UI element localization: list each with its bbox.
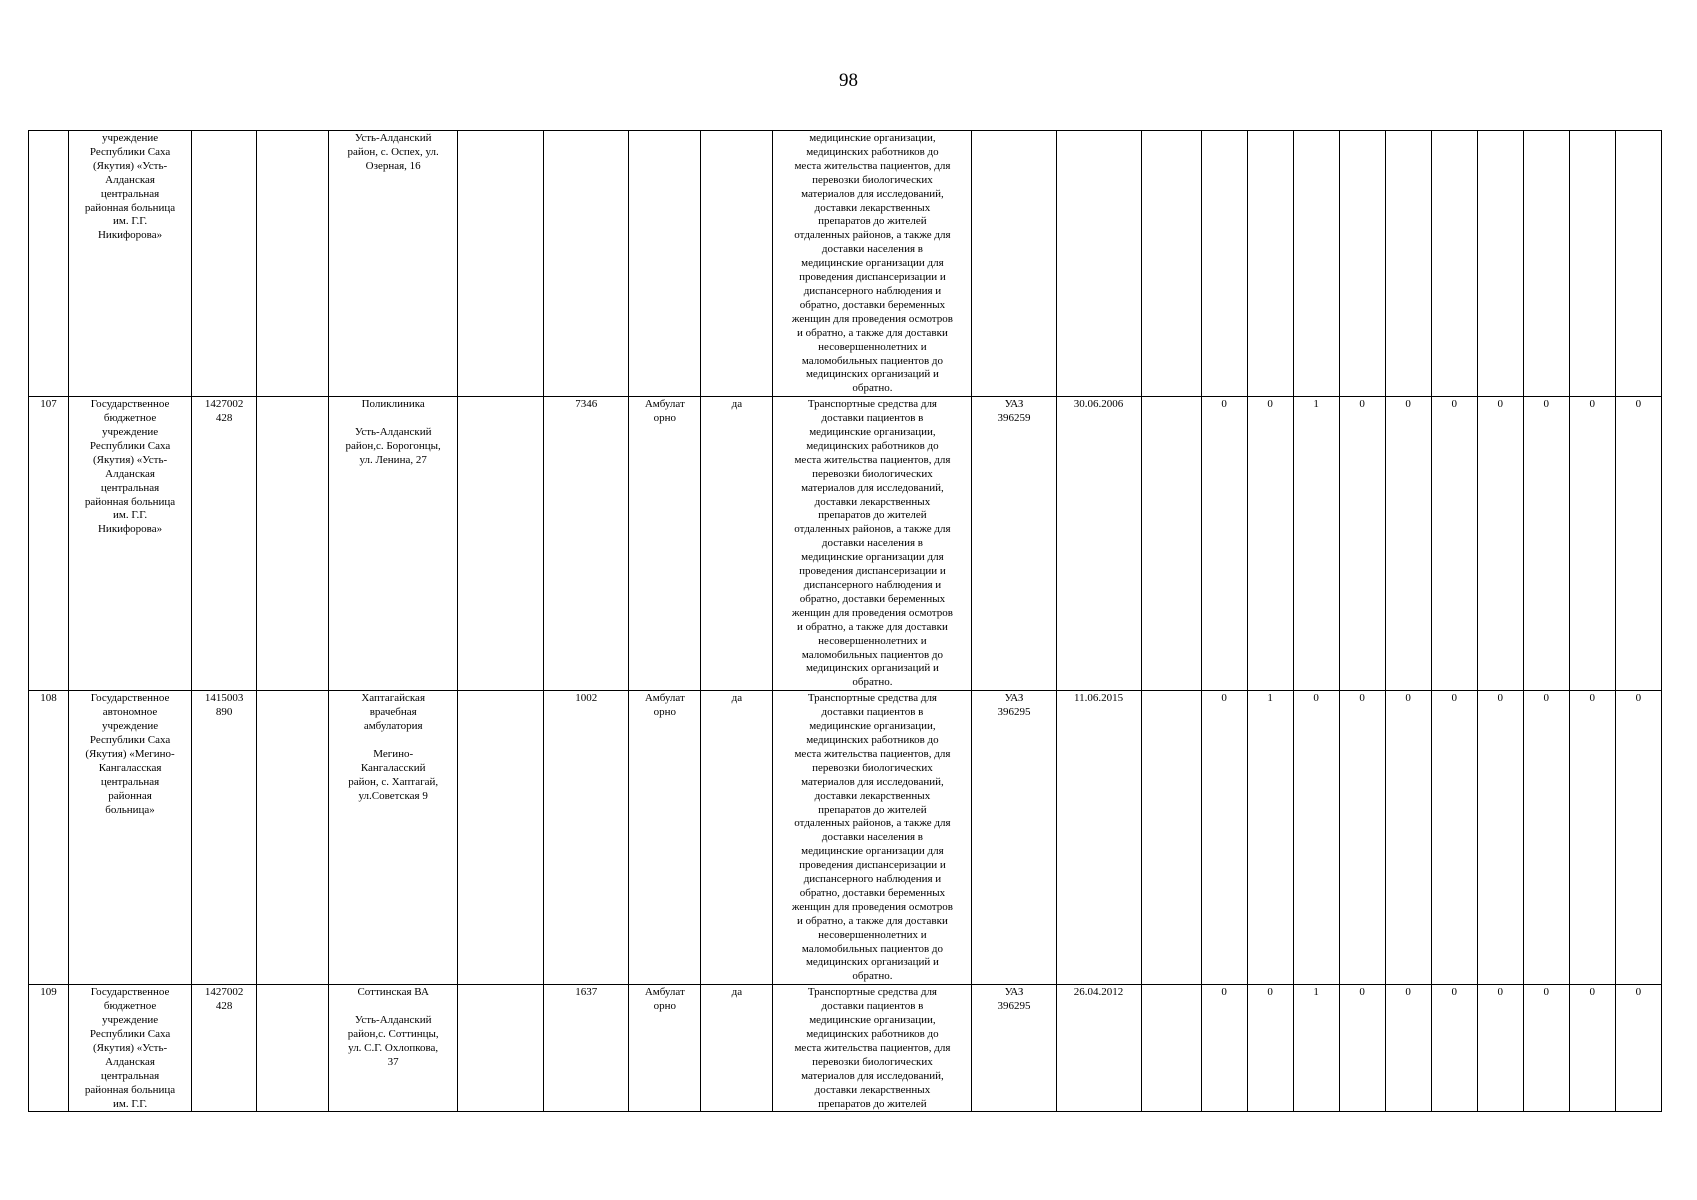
date-cell: 30.06.2006 (1056, 397, 1141, 691)
count-cell: 1 (1293, 985, 1339, 1112)
count-cell: 0 (1523, 691, 1569, 985)
population-cell (544, 131, 629, 397)
organization-cell: Государственное бюджетное учреждение Республики Саха (Якутия) «Усть- Алданская центральная районная больница им. Г.Г. (69, 985, 192, 1112)
flag-cell: да (701, 691, 773, 985)
purpose-cell: Транспортные средства для доставки пациентов в медицинские организации, медицинских работников до места жительства пациентов, для перевозки биологических материалов для исследований, доставки лекарственных препаратов до жителей отдаленных районов, а также для доставки населения в медицинские организации для проведения диспансеризации и диспансерного наблюдения и обратно, доставки беременных женщин для проведения осмотров и обратно, а также для доставки несовершеннолетних и маломобильных пациентов до медицинских организаций и обратно. (773, 691, 972, 985)
facility-address-cell: Усть-Алданский район, с. Оспех, ул. Озерная, 16 (329, 131, 458, 397)
count-cell: 0 (1201, 691, 1247, 985)
count-cell: 0 (1615, 397, 1661, 691)
empty-cell (458, 131, 544, 397)
population-cell: 1637 (544, 985, 629, 1112)
count-cell: 0 (1293, 691, 1339, 985)
empty-cell (257, 131, 329, 397)
count-cell: 0 (1431, 397, 1477, 691)
table-row (29, 397, 1662, 691)
row-number-cell: 108 (29, 691, 69, 985)
empty-cell (458, 397, 544, 691)
count-cell: 0 (1247, 985, 1293, 1112)
care-type-cell: Амбулат орно (629, 691, 701, 985)
purpose-cell: Транспортные средства для доставки пациентов в медицинские организации, медицинских работников до места жительства пациентов, для перевозки биологических материалов для исследований, доставки лекарственных препаратов до жителей (773, 985, 972, 1112)
page-number: 98 (839, 70, 858, 91)
count-cell: 0 (1385, 691, 1431, 985)
count-cell (1477, 131, 1523, 397)
count-cell: 0 (1615, 985, 1661, 1112)
vehicle-model-cell (972, 131, 1056, 397)
date-cell: 11.06.2015 (1056, 691, 1141, 985)
flag-cell (701, 131, 773, 397)
empty-cell (257, 397, 329, 691)
facility-address-cell: Хаптагайская врачебная амбулатория Мегино- Кангаласский район, с. Хаптагай, ул.Советская 9 (329, 691, 458, 985)
table-row (29, 691, 1662, 985)
vehicle-registry-table (28, 130, 1662, 1112)
population-cell: 1002 (544, 691, 629, 985)
count-cell: 0 (1339, 691, 1385, 985)
empty-cell (458, 985, 544, 1112)
empty-cell (257, 985, 329, 1112)
count-cell (1431, 131, 1477, 397)
date-cell (1056, 131, 1141, 397)
empty-cell (1141, 397, 1201, 691)
purpose-cell: Транспортные средства для доставки пациентов в медицинские организации, медицинских работников до места жительства пациентов, для перевозки биологических материалов для исследований, доставки лекарственных препаратов до жителей отдаленных районов, а также для доставки населения в медицинские организации для проведения диспансеризации и диспансерного наблюдения и обратно, доставки беременных женщин для проведения осмотров и обратно, а также для доставки несовершеннолетних и маломобильных пациентов до медицинских организаций и обратно. (773, 397, 972, 691)
count-cell: 0 (1569, 985, 1615, 1112)
flag-cell: да (701, 397, 773, 691)
table-row (29, 131, 1662, 397)
empty-cell (1141, 131, 1201, 397)
count-cell: 0 (1569, 397, 1615, 691)
count-cell: 1 (1247, 691, 1293, 985)
organization-cell: Государственное бюджетное учреждение Республики Саха (Якутия) «Усть- Алданская центральная районная больница им. Г.Г. Никифорова» (69, 397, 192, 691)
population-cell: 7346 (544, 397, 629, 691)
count-cell (1293, 131, 1339, 397)
count-cell (1569, 131, 1615, 397)
facility-address-cell: Поликлиника Усть-Алданский район,с. Борогонцы, ул. Ленина, 27 (329, 397, 458, 691)
care-type-cell (629, 131, 701, 397)
facility-address-cell: Соттинская ВА Усть-Алданский район,с. Соттинцы, ул. С.Г. Охлопкова, 37 (329, 985, 458, 1112)
vehicle-model-cell: УАЗ 396295 (972, 985, 1056, 1112)
row-number-cell: 109 (29, 985, 69, 1112)
count-cell: 1 (1293, 397, 1339, 691)
count-cell: 0 (1477, 985, 1523, 1112)
empty-cell (1141, 985, 1201, 1112)
count-cell (1339, 131, 1385, 397)
count-cell: 0 (1385, 397, 1431, 691)
count-cell (1615, 131, 1661, 397)
organization-cell: Государственное автономное учреждение Республики Саха (Якутия) «Мегино- Кангаласская центральная районная больница» (69, 691, 192, 985)
row-number-cell (29, 131, 69, 397)
count-cell (1523, 131, 1569, 397)
count-cell: 0 (1523, 397, 1569, 691)
care-type-cell: Амбулат орно (629, 397, 701, 691)
empty-cell (1141, 691, 1201, 985)
count-cell (1201, 131, 1247, 397)
inn-cell (192, 131, 257, 397)
vehicle-model-cell: УАЗ 396295 (972, 691, 1056, 985)
count-cell: 0 (1569, 691, 1615, 985)
empty-cell (257, 691, 329, 985)
count-cell: 0 (1201, 985, 1247, 1112)
count-cell: 0 (1477, 691, 1523, 985)
inn-cell: 1427002 428 (192, 397, 257, 691)
empty-cell (458, 691, 544, 985)
count-cell: 0 (1385, 985, 1431, 1112)
flag-cell: да (701, 985, 773, 1112)
count-cell: 0 (1431, 985, 1477, 1112)
count-cell: 0 (1339, 985, 1385, 1112)
count-cell (1247, 131, 1293, 397)
count-cell: 0 (1339, 397, 1385, 691)
date-cell: 26.04.2012 (1056, 985, 1141, 1112)
count-cell: 0 (1431, 691, 1477, 985)
count-cell: 0 (1201, 397, 1247, 691)
vehicle-model-cell: УАЗ 396259 (972, 397, 1056, 691)
count-cell: 0 (1477, 397, 1523, 691)
table-row (29, 985, 1662, 1112)
count-cell (1385, 131, 1431, 397)
inn-cell: 1427002 428 (192, 985, 257, 1112)
care-type-cell: Амбулат орно (629, 985, 701, 1112)
row-number-cell: 107 (29, 397, 69, 691)
purpose-cell: медицинские организации, медицинских работников до места жительства пациентов, для перевозки биологических материалов для исследований, доставки лекарственных препаратов до жителей отдаленных районов, а также для доставки населения в медицинские организации для проведения диспансеризации и диспансерного наблюдения и обратно, доставки беременных женщин для проведения осмотров и обратно, а также для доставки несовершеннолетних и маломобильных пациентов до медицинских организаций и обратно. (773, 131, 972, 397)
count-cell: 0 (1247, 397, 1293, 691)
inn-cell: 1415003 890 (192, 691, 257, 985)
count-cell: 0 (1615, 691, 1661, 985)
count-cell: 0 (1523, 985, 1569, 1112)
organization-cell: учреждение Республики Саха (Якутия) «Усть- Алданская центральная районная больница им. Г.Г. Никифорова» (69, 131, 192, 397)
